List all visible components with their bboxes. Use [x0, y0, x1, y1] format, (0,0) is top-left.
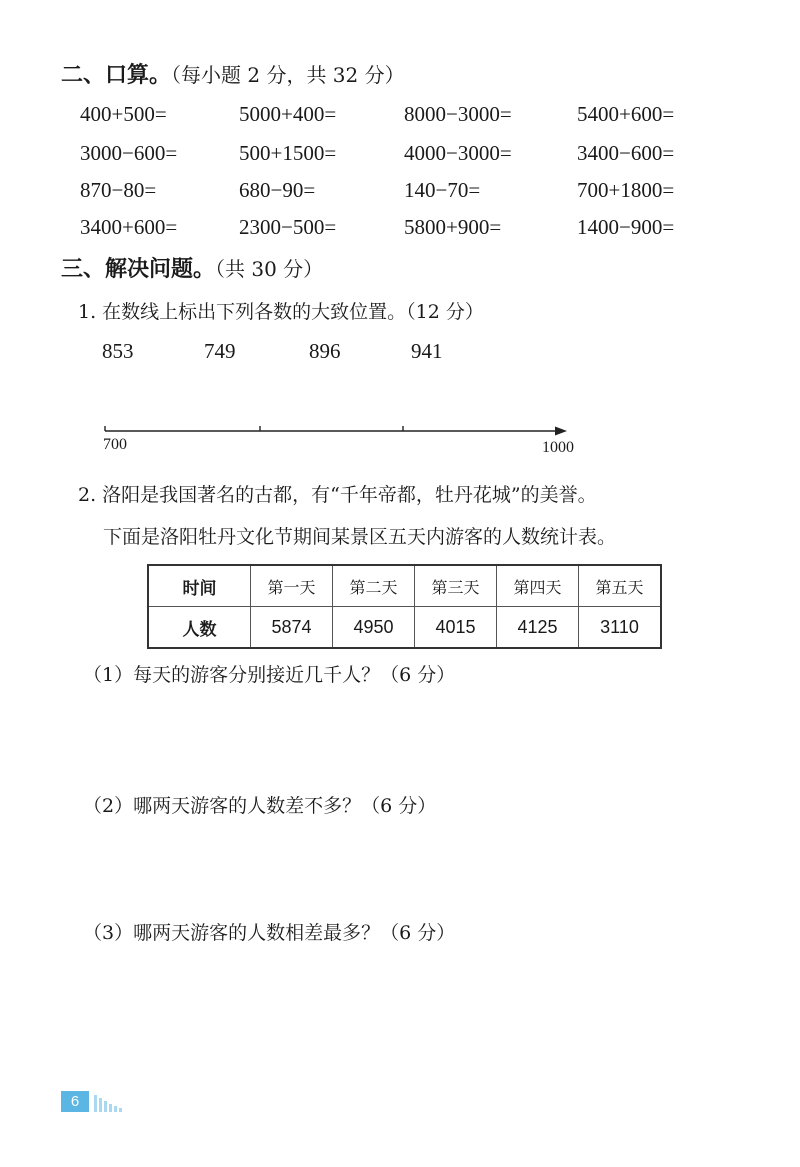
calc-item: 4000−3000= [404, 141, 512, 165]
page-number-badge: 6 [61, 1091, 89, 1112]
visitor-table [147, 564, 662, 649]
section3-title: 三、解决问题。 [61, 257, 216, 282]
bars-decoration-icon [92, 1093, 124, 1112]
calc-item: 1400−900= [577, 215, 675, 239]
table-cell-count: 5874 [251, 607, 333, 649]
table-row [148, 565, 661, 607]
number-label: 853 [102, 339, 134, 363]
problem2-sub1: （1）每天的游客分别接近几千人？（6 分） [83, 664, 456, 686]
calc-item: 700+1800= [577, 178, 675, 202]
calc-item: 140−70= [404, 178, 481, 202]
section2-heading [61, 58, 405, 89]
calc-item: 3400−600= [577, 141, 675, 165]
calc-item: 680−90= [239, 178, 316, 202]
axis-end-label: 1000 [542, 439, 574, 456]
problem2-sub3: （3）哪两天游客的人数相差最多？（6 分） [83, 922, 456, 944]
table-row [148, 607, 661, 649]
table-row-header: 时间 [148, 565, 251, 607]
table-cell-day: 第三天 [415, 565, 497, 607]
section3-note: （共 30 分） [215, 257, 324, 281]
problem2-sub2: （2）哪两天游客的人数差不多？（6 分） [83, 795, 437, 817]
number-label: 896 [309, 339, 341, 363]
section3-heading [61, 252, 323, 283]
problem2-line1: 2. 洛阳是我国著名的古都，有“千年帝都，牡丹花城”的美誉。 [78, 484, 597, 506]
axis-start-label: 700 [103, 436, 127, 453]
number-line [95, 420, 575, 442]
number-label: 941 [411, 339, 443, 363]
table-row-header: 人数 [148, 607, 251, 649]
calc-item: 400+500= [80, 102, 167, 126]
calc-item: 5400+600= [577, 102, 675, 126]
calc-item: 8000−3000= [404, 102, 512, 126]
calc-item: 3400+600= [80, 215, 178, 239]
number-label: 749 [204, 339, 236, 363]
table-cell-count: 4950 [333, 607, 415, 649]
problem2-line2: 下面是洛阳牡丹文化节期间某景区五天内游客的人数统计表。 [103, 526, 617, 548]
calc-item: 870−80= [80, 178, 157, 202]
calc-item: 3000−600= [80, 141, 178, 165]
calc-item: 5000+400= [239, 102, 337, 126]
table-cell-count: 4015 [415, 607, 497, 649]
table-cell-day: 第四天 [497, 565, 579, 607]
arrow-right-icon [555, 427, 567, 436]
table-cell-day: 第一天 [251, 565, 333, 607]
calc-item: 2300−500= [239, 215, 337, 239]
section2-note: （每小题 2 分，共 32 分） [171, 63, 405, 87]
section2-title: 二、口算。 [61, 63, 172, 88]
calc-item: 500+1500= [239, 141, 337, 165]
calc-item: 5800+900= [404, 215, 502, 239]
table-cell-count: 3110 [579, 607, 662, 649]
table-cell-count: 4125 [497, 607, 579, 649]
problem1-text: 1. 在数线上标出下列各数的大致位置。（12 分） [78, 301, 484, 323]
table-cell-day: 第五天 [579, 565, 662, 607]
table-cell-day: 第二天 [333, 565, 415, 607]
